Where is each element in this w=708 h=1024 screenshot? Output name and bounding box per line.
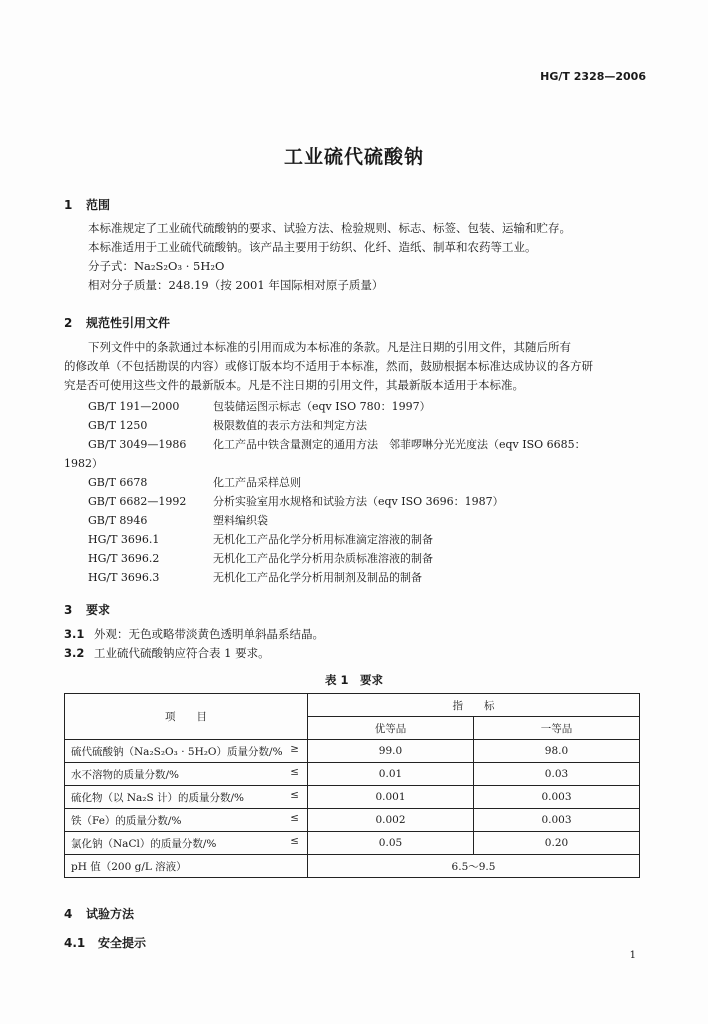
item-label: 水不溶物的质量分数/% xyxy=(71,768,180,781)
reference-code: GB/T 6678 xyxy=(88,476,148,489)
section-title: 要求 xyxy=(86,603,111,617)
item-label: 硫化物（以 Na₂S 计）的质量分数/% xyxy=(71,791,245,804)
section-1-body xyxy=(88,219,571,295)
row-item xyxy=(65,809,308,832)
comparator: ≤ xyxy=(290,835,299,847)
section-4-heading xyxy=(64,905,134,922)
molecular-mass: 相对分子质量：248.19（按 2001 年国际相对原子质量） xyxy=(88,278,384,292)
reference-title: 包装储运图示标志（eqv ISO 780：1997） xyxy=(213,400,431,413)
reference-code: GB/T 3049—1986 xyxy=(88,438,187,451)
table-row xyxy=(65,809,640,832)
item-label: 氯化钠（NaCl）的质量分数/% xyxy=(71,837,217,850)
value-first: 0.003 xyxy=(474,786,640,809)
value-first: 0.03 xyxy=(474,763,640,786)
section-title: 试验方法 xyxy=(86,907,135,921)
value-first: 98.0 xyxy=(474,740,640,763)
reference-continuation xyxy=(64,455,586,474)
clause-text: 外观：无色或略带淡黄色透明单斜晶系结晶。 xyxy=(94,627,324,641)
reference-title: 化工产品中铁含量测定的通用方法 邻菲啰啉分光光度法（eqv ISO 6685： xyxy=(213,438,586,451)
header-grade-premium: 优等品 xyxy=(308,717,474,740)
table-row xyxy=(65,855,640,878)
reference-code: HG/T 3696.2 xyxy=(88,552,160,565)
row-item xyxy=(65,855,308,878)
value-premium: 99.0 xyxy=(308,740,474,763)
section-2-heading xyxy=(64,314,170,331)
reference-item xyxy=(88,474,586,493)
section-number: 3 xyxy=(64,603,73,617)
clause-number: 3.2 xyxy=(64,646,85,660)
reference-title: 无机化工产品化学分析用标准滴定溶液的制备 xyxy=(213,533,433,546)
reference-code: GB/T 8946 xyxy=(88,514,148,527)
section-3-heading xyxy=(64,601,110,618)
reference-code: GB/T 6682—1992 xyxy=(88,495,187,508)
header-item: 项 目 xyxy=(65,694,308,740)
reference-item xyxy=(88,398,586,417)
section-number: 2 xyxy=(64,316,73,330)
reference-code: GB/T 191—2000 xyxy=(88,400,180,413)
section-2-intro xyxy=(64,338,644,395)
table-row xyxy=(65,786,640,809)
comparator: ≤ xyxy=(290,812,299,824)
reference-title: 极限数值的表示方法和判定方法 xyxy=(213,419,367,432)
value-first: 0.20 xyxy=(474,832,640,855)
intro-line: 究是否可使用这些文件的最新版本。凡是不注日期的引用文件，其最新版本适用于本标准。 xyxy=(64,378,524,392)
comparator: ≤ xyxy=(290,789,299,801)
table-row xyxy=(65,763,640,786)
section-4-1-heading xyxy=(64,934,146,951)
section-number: 4.1 xyxy=(64,936,86,950)
page-number: 1 xyxy=(629,950,636,961)
reference-title: 分析实验室用水规格和试验方法（eqv ISO 3696：1987） xyxy=(213,495,504,508)
clause-text: 工业硫代硫酸钠应符合表 1 要求。 xyxy=(94,646,270,660)
value-premium: 0.01 xyxy=(308,763,474,786)
reference-code: HG/T 3696.1 xyxy=(88,533,160,546)
header-index: 指 标 xyxy=(308,694,640,717)
item-label: pH 值（200 g/L 溶液） xyxy=(71,860,187,873)
paragraph: 本标准适用于工业硫代硫酸钠。该产品主要用于纺织、化纤、造纸、制革和农药等工业。 xyxy=(88,240,537,254)
reference-item xyxy=(88,417,586,436)
row-item xyxy=(65,786,308,809)
table-row xyxy=(65,832,640,855)
reference-title: 无机化工产品化学分析用杂质标准溶液的制备 xyxy=(213,552,433,565)
comparator: ≥ xyxy=(290,743,299,755)
value-premium: 0.001 xyxy=(308,786,474,809)
reference-code: 1982） xyxy=(64,457,103,470)
reference-title: 无机化工产品化学分析用制剂及制品的制备 xyxy=(213,571,422,584)
reference-title: 化工产品采样总则 xyxy=(213,476,301,489)
reference-item xyxy=(88,531,586,550)
item-label: 铁（Fe）的质量分数/% xyxy=(71,814,182,827)
clause-number: 3.1 xyxy=(64,627,85,641)
reference-item xyxy=(88,436,586,455)
requirements-table xyxy=(64,693,640,878)
requirement-item xyxy=(64,625,324,644)
intro-line: 的修改单（不包括勘误的内容）或修订版本均不适用于本标准，然而，鼓励根据本标准达成协议的各方研 xyxy=(64,359,593,373)
reference-item xyxy=(88,569,586,588)
row-item xyxy=(65,740,308,763)
value-merged: 6.5～9.5 xyxy=(308,855,640,878)
reference-item xyxy=(88,512,586,531)
section-number: 4 xyxy=(64,907,73,921)
reference-code: GB/T 1250 xyxy=(88,419,148,432)
header-grade-first: 一等品 xyxy=(474,717,640,740)
row-item xyxy=(65,763,308,786)
requirement-item xyxy=(64,644,324,663)
value-premium: 0.05 xyxy=(308,832,474,855)
section-title: 范围 xyxy=(86,198,111,212)
value-premium: 0.002 xyxy=(308,809,474,832)
reference-item xyxy=(88,493,586,512)
item-label: 硫代硫酸钠（Na₂S₂O₃ · 5H₂O）质量分数/% xyxy=(71,745,283,758)
reference-code: HG/T 3696.3 xyxy=(88,571,160,584)
standard-code: HG/T 2328—2006 xyxy=(540,70,646,83)
section-3-items xyxy=(64,625,324,663)
table-row xyxy=(65,740,640,763)
paragraph: 本标准规定了工业硫代硫酸钠的要求、试验方法、检验规则、标志、标签、包装、运输和贮存。 xyxy=(88,221,571,235)
value-first: 0.003 xyxy=(474,809,640,832)
reference-title: 塑料编织袋 xyxy=(213,514,268,527)
section-1-heading xyxy=(64,196,110,213)
table-caption: 表 1 要求 xyxy=(324,673,383,687)
section-title: 安全提示 xyxy=(98,936,147,950)
molecular-formula: 分子式：Na₂S₂O₃ · 5H₂O xyxy=(88,259,225,273)
row-item xyxy=(65,832,308,855)
intro-line: 下列文件中的条款通过本标准的引用而成为本标准的条款。凡是注日期的引用文件，其随后所有 xyxy=(88,340,571,354)
reference-list xyxy=(64,398,586,588)
table-header-row xyxy=(65,694,640,717)
document-title: 工业硫代硫酸钠 xyxy=(283,146,424,168)
comparator: ≤ xyxy=(290,766,299,778)
section-number: 1 xyxy=(64,198,73,212)
section-title: 规范性引用文件 xyxy=(86,316,171,330)
reference-item xyxy=(88,550,586,569)
